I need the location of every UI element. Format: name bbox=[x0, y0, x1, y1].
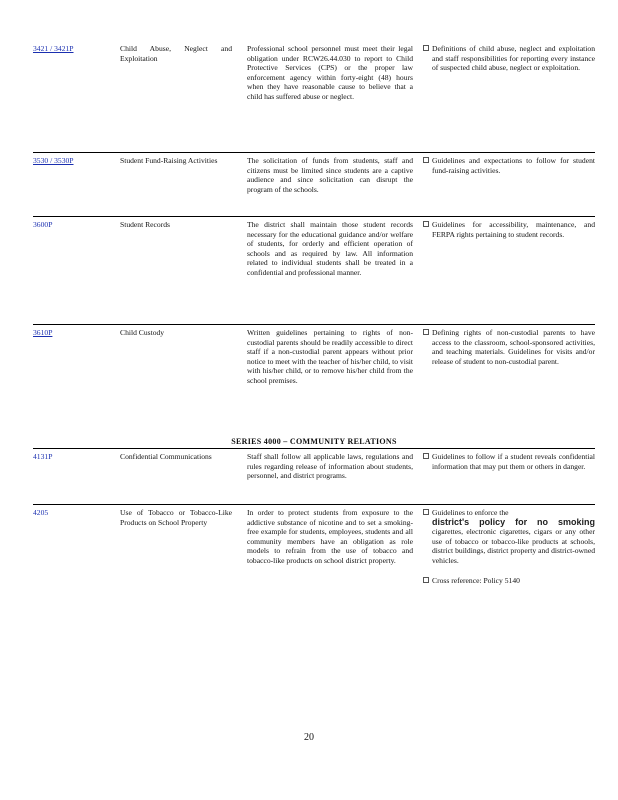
checkbox-bullet-icon bbox=[423, 157, 429, 163]
policy-code-link[interactable]: 4205 bbox=[33, 508, 49, 517]
policy-title: Student Fund-Raising Activities bbox=[120, 156, 218, 165]
policy-emphasis: district's policy for no smoking bbox=[432, 516, 595, 527]
list-item: Defining rights of non-custodial parents to have access to the classroom, school-sponsored activities, and teaching materials. Guidelines for visits and/or release of student to non-custodial parent. bbox=[423, 328, 595, 366]
policy-code-link[interactable]: 3610P bbox=[33, 328, 53, 337]
policy-title: Use of Tobacco or Tobacco-Like Products on School Property bbox=[120, 508, 232, 527]
list-item: Definitions of child abuse, neglect and exploitation and staff responsibilities for reporting every instance of suspected child abuse, neglect or exploitation. bbox=[423, 44, 595, 73]
policy-summary: The solicitation of funds from students, staff and citizens must be limited since students are a captive audience and since solicitation can disrupt the program of the schools. bbox=[247, 156, 413, 194]
table-row bbox=[33, 216, 595, 321]
policy-summary: Staff shall follow all applicable laws, regulations and rules regarding release of information about students, personnel, and district programs. bbox=[247, 452, 413, 481]
policy-code-link[interactable]: 3530 / 3530P bbox=[33, 156, 74, 165]
checkbox-bullet-icon bbox=[423, 221, 429, 227]
table-row bbox=[33, 152, 595, 215]
policy-summary: In order to protect students from exposure to the addictive substance of nicotine and to set a smoking-free example for students, employees, students and all community members have an obligation as role models to refrain from the use of tobacco and tobacco-like products on school district property. bbox=[247, 508, 413, 565]
policy-code-link[interactable]: 3600P bbox=[33, 220, 53, 229]
page-number: 20 bbox=[304, 732, 314, 743]
checkbox-bullet-icon bbox=[423, 577, 429, 583]
policy-summary: The district shall maintain those student records necessary for the educational guidance and/or welfare of students, for orderly and efficient operation of schools and as required by law. All information related to individual students shall be treated in a confidential and professional manner. bbox=[247, 220, 413, 277]
series-heading: SERIES 4000 – COMMUNITY RELATIONS bbox=[231, 437, 397, 446]
policy-code-link[interactable]: 3421 / 3421P bbox=[33, 44, 74, 53]
checkbox-bullet-icon bbox=[423, 329, 429, 335]
list-item: Guidelines to enforce the district's policy for no smoking cigarettes, electronic cigarettes, cigars or any other use of tobacco or tobacco-like products at schools, district buildings, district property and district-owned vehicles. bbox=[423, 508, 595, 566]
list-item: Guidelines to follow if a student reveals confidential information that may put them or others in danger. bbox=[423, 452, 595, 471]
list-item: Guidelines for accessibility, maintenance, and FERPA rights pertaining to student records. bbox=[423, 220, 595, 239]
table-row bbox=[33, 504, 595, 625]
checkbox-bullet-icon bbox=[423, 453, 429, 459]
policy-code-link[interactable]: 4131P bbox=[33, 452, 53, 461]
list-item bbox=[423, 576, 595, 586]
list-item: Guidelines and expectations to follow for student fund-raising activities. bbox=[423, 156, 595, 175]
cross-reference: Cross reference: Policy 5140 bbox=[432, 575, 520, 585]
policy-title: Student Records bbox=[120, 220, 170, 229]
policy-title: Child Custody bbox=[120, 328, 165, 337]
table-row bbox=[33, 324, 595, 435]
policy-title: Confidential Communications bbox=[120, 452, 212, 461]
checkbox-bullet-icon bbox=[423, 45, 429, 51]
policy-summary: Professional school personnel must meet their legal obligation under RCW26.44.030 to report to Child Protective Services (CPS) or the proper law enforcement agency within forty-eight (48) hours when they have reasonable cause to believe that a child has suffered abuse or neglect. bbox=[247, 44, 413, 101]
table-row bbox=[33, 448, 595, 503]
policy-title: Child Abuse, Neglect and Exploitation bbox=[120, 44, 232, 63]
policy-summary: Written guidelines pertaining to rights of non-custodial parents should be readily accessible to direct staff if a non-custodial parent appears without prior notice to meet with the teacher of his/her child, to visit with his/her child, or to remove his/her child from the school premises. bbox=[247, 328, 413, 385]
checkbox-bullet-icon bbox=[423, 509, 429, 515]
